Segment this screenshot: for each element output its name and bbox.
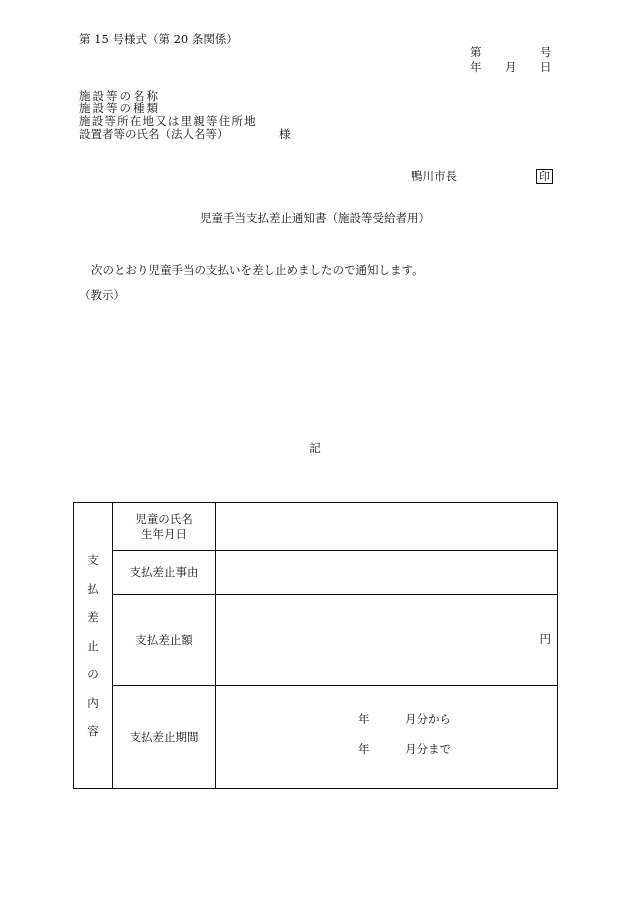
vertical-char: 支: [87, 553, 99, 568]
doc-number-label: 第: [470, 45, 482, 59]
ki-heading: 記: [309, 441, 321, 455]
period-to-year: 年: [358, 742, 370, 756]
child-name-label: 児童の氏名: [135, 511, 193, 526]
facility-name-label: 施設等の名称: [79, 89, 160, 103]
facility-address-label: 施設等所在地又は里親等住所地: [79, 114, 257, 128]
detail-table: [73, 502, 558, 789]
suspension-reason-label: 支払差止事由: [113, 551, 216, 595]
date-year: 年: [470, 60, 482, 74]
yen-unit: 円: [539, 632, 551, 647]
vertical-char: の: [87, 667, 99, 682]
vertical-char: 払: [87, 581, 99, 596]
child-name-label-cell: [113, 503, 216, 551]
vertical-header-cell: [74, 503, 113, 789]
doc-number-suffix: 号: [540, 45, 552, 59]
period-from-year: 年: [358, 712, 370, 726]
seal-mark: 印: [536, 169, 553, 184]
suspension-reason-value-cell[interactable]: [216, 551, 558, 595]
document-title: 児童手当支払差止通知書（施設等受給者用）: [200, 211, 430, 225]
date-day: 日: [540, 60, 552, 74]
period-from-month: 月分から: [405, 712, 451, 726]
vertical-char: 容: [87, 724, 99, 739]
instruction-label: （教示）: [79, 288, 125, 302]
suspension-period-label: 支払差止期間: [113, 686, 216, 789]
suspension-period-value-cell[interactable]: [216, 686, 558, 789]
child-name-value-cell[interactable]: [216, 503, 558, 551]
form-number: 第 15 号様式（第 20 条関係）: [79, 32, 238, 46]
founder-honorific: 様: [279, 127, 291, 141]
issuer-mayor: 鴨川市長: [411, 169, 457, 183]
date-month: 月: [505, 60, 517, 74]
vertical-char: 差: [87, 610, 99, 625]
suspension-amount-label: 支払差止額: [113, 595, 216, 686]
facility-type-label: 施設等の種類: [79, 101, 160, 115]
body-text: 次のとおり児童手当の支払いを差し止めましたので通知します。: [91, 263, 424, 277]
birthdate-label: 生年月日: [141, 526, 187, 541]
founder-name-label: 設置者等の氏名（法人名等）: [79, 127, 229, 141]
vertical-char: 止: [87, 638, 99, 653]
vertical-char: 内: [87, 695, 99, 710]
suspension-amount-value-cell[interactable]: [216, 595, 558, 686]
period-to-month: 月分まで: [405, 742, 451, 756]
